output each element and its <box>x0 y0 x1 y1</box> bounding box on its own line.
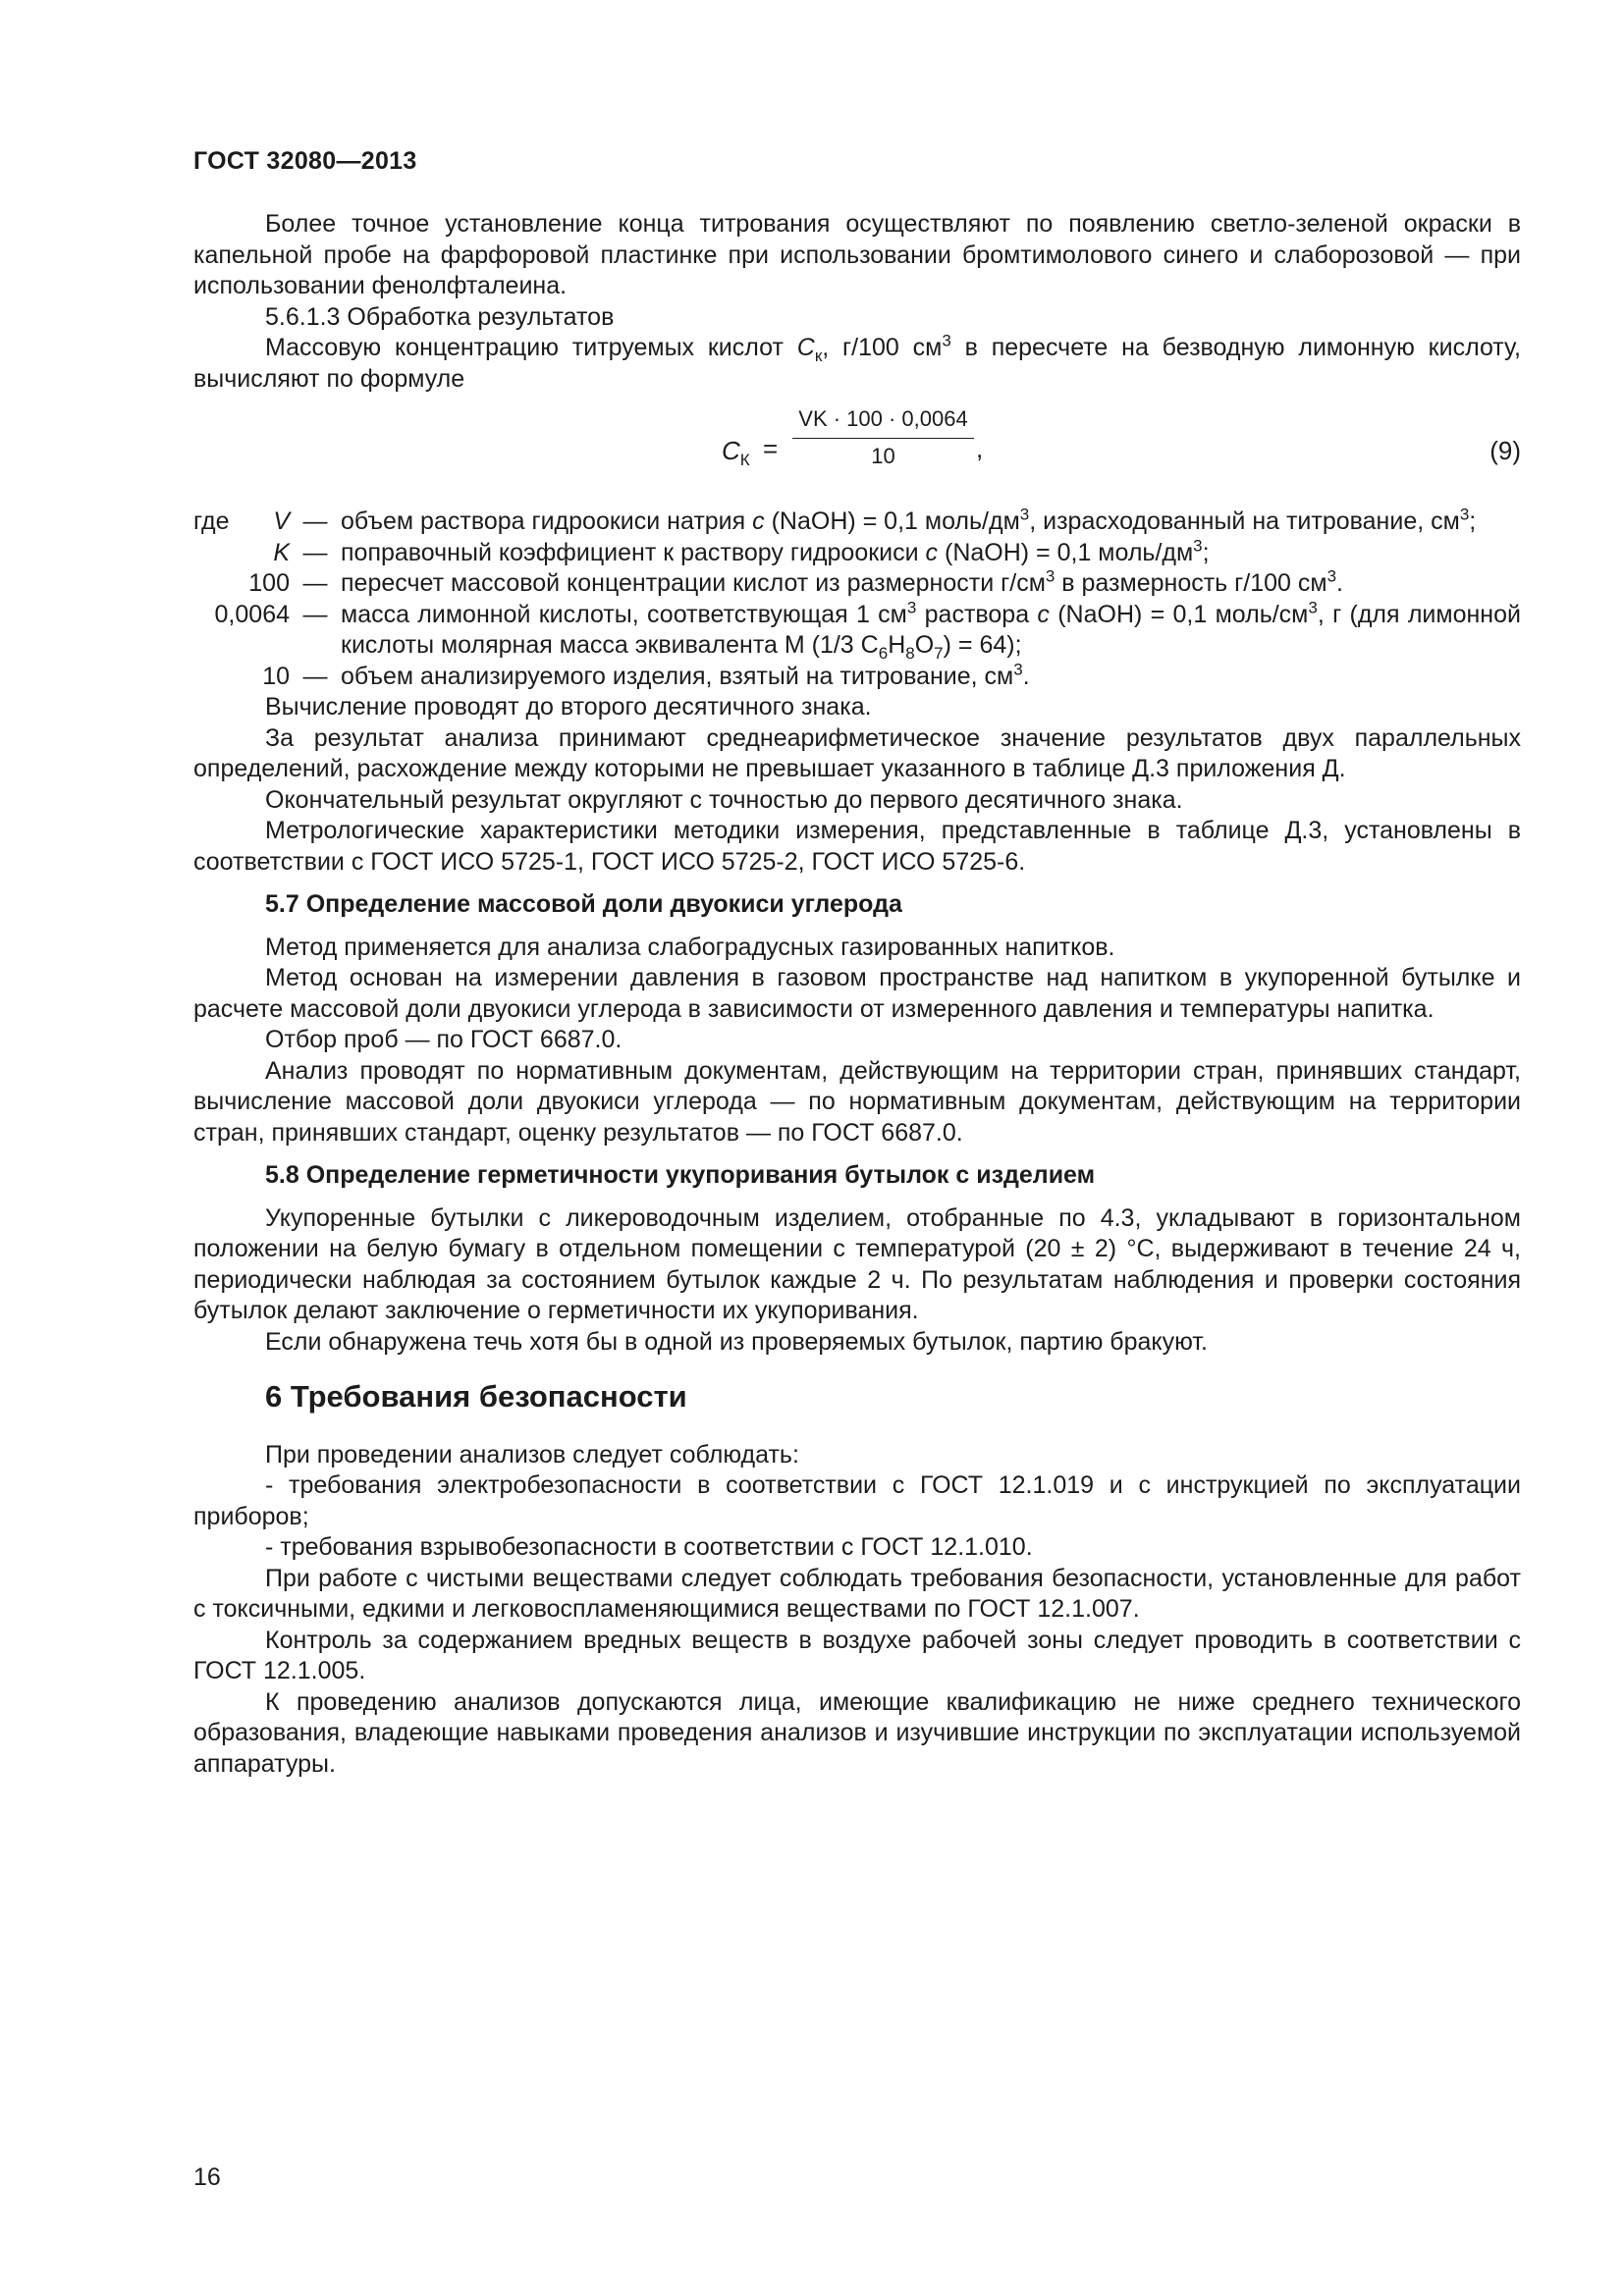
section-heading-6: 6 Требования безопасности <box>265 1379 687 1414</box>
var-description: объем раствора гидроокиси натрия с (NaOH) = 0,1 моль/$дм^3$, израсходованный на титрование, $см^3$; <box>341 505 1477 535</box>
paragraph: Вычисление проводят до второго десятичного знака. <box>265 693 872 721</box>
var-symbol: K <box>273 538 290 566</box>
paragraph: К проведению анализов допускаются лица, имеющие квалификацию не ниже среднего технического образования, владеющие навыками проведения анализов и изучившие инструкции по эксплуатации используемой аппаратуры. <box>193 1687 1521 1778</box>
variable-definition-0-0064 <box>193 600 1521 662</box>
paragraph: Анализ проводят по нормативным документам, действующим на территории стран, принявших стандарт, вычисление массовой доли двуокиси углерода — по нормативным документам, действующим на территории стран, принявших стандарт, оценку результатов — по ГОСТ 6687.0. <box>193 1056 1521 1147</box>
var-symbol: 0,0064 <box>214 600 290 628</box>
var-description: объем анализируемого изделия, взятый на титрование, $см^3$. <box>341 660 1030 690</box>
paragraph: При работе с чистыми веществами следует соблюдать требования безопасности, установленные для работ с токсичными, едкими и легковоспламеняющимися веществами по ГОСТ 12.1.007. <box>193 1564 1521 1623</box>
body-text <box>193 209 1521 1780</box>
var-dash: — <box>302 662 328 690</box>
subsection-heading: 5.6.1.3 Обработка результатов <box>265 302 615 331</box>
variable-definition-100 <box>193 568 1521 600</box>
var-symbol: 100 <box>248 569 290 597</box>
paragraph: Окончательный результат округляют с точностью до первого десятичного знака. <box>265 785 1183 814</box>
var-dash: — <box>302 569 328 597</box>
formula-number: (9) <box>1489 436 1521 465</box>
paragraph: Более точное установление конца титрования осуществляют по появлению светло-зеленой окраски в капельной пробе на фарфоровой пластинке при использовании бромтимолового синего и слаборозовой — при использовании фенолфталеина. <box>193 210 1521 299</box>
paragraph: При проведении анализов следует соблюдать: <box>265 1440 799 1468</box>
page-number: 16 <box>193 2163 221 2191</box>
paragraph: Контроль за содержанием вредных веществ в воздухе рабочей зоны следует проводить в соответствии с ГОСТ 12.1.005. <box>193 1626 1521 1684</box>
var-description: поправочный коэффициент к раствору гидроокиси с (NaOH) = 0,1 моль/$дм^3$; <box>341 536 1210 566</box>
paragraph: Если обнаружена течь хотя бы в одной из проверяемых бутылок, партию бракуют. <box>265 1327 1208 1356</box>
var-dash: — <box>302 507 328 535</box>
variable-definition-k <box>193 538 1521 569</box>
paragraph: Отбор проб — по ГОСТ 6687.0. <box>265 1026 623 1053</box>
formula-numerator: VK · 100 · 0,0064 <box>798 406 968 431</box>
variable-definition-v <box>193 507 1521 538</box>
var-symbol: 10 <box>262 662 290 690</box>
section-heading-5-7: 5.7 Определение массовой доли двуокиси углерода <box>265 890 902 918</box>
formula-denominator: 10 <box>871 444 895 468</box>
paragraph: Массовую концентрацию титруемых кислот $C_к$, г/100 $см^3$ в пересчете на безводную лимонную кислоту, вычисляют по формуле <box>193 331 1521 393</box>
var-symbol: V <box>273 507 290 535</box>
var-description: пересчет массовой концентрации кислот из размерности $г/см^3$ в размерность г/100 $см^3$. <box>341 566 1343 597</box>
var-dash: — <box>302 538 328 566</box>
formula-9 <box>193 404 1521 503</box>
paragraph: Укупоренные бутылки с ликероводочным изделием, отобранные по 4.3, укладывают в горизонтальном положении на белую бумагу в отдельном помещении с температурой (20 ± 2) °С, выдерживают в течение 24 ч, периодически наблюдая за состоянием бутылок каждые 2 ч. По результатам наблюдения и проверки состояния бутылок делают заключение о герметичности их укупоривания. <box>193 1203 1521 1324</box>
paragraph: Метод основан на измерении давления в газовом пространстве над напитком в укупоренной бутылке и расчете массовой доли двуокиси углерода в зависимости от измеренного давления и температуры напитка. <box>193 964 1521 1023</box>
list-item: - требования взрывобезопасности в соответствии с ГОСТ 12.1.010. <box>265 1533 1033 1561</box>
fraction-bar <box>792 438 974 439</box>
variable-definition-10 <box>193 662 1521 693</box>
formula-fraction <box>792 404 974 471</box>
formula-comma: , <box>976 434 984 463</box>
paragraph: Метод применяется для анализа слабоградусных газированных напитков. <box>265 933 1115 961</box>
list-item: - требования электробезопасности в соответствии с ГОСТ 12.1.019 и с инструкцией по эксплуатации приборов; <box>193 1471 1521 1530</box>
standard-id: ГОСТ 32080—2013 <box>193 147 417 175</box>
paragraph: Метрологические характеристики методики измерения, представленные в таблице Д.3, установлены в соответствии с ГОСТ ИСО 5725-1, ГОСТ ИСО 5725-2, ГОСТ ИСО 5725-6. <box>193 817 1521 876</box>
formula-lhs: $C_К$ <box>722 436 750 470</box>
paragraph: За результат анализа принимают среднеарифметическое значение результатов двух параллельных определений, расхождение между которыми не превышает указанного в таблице Д.3 приложения Д. <box>193 723 1521 782</box>
formula-equals: = <box>763 434 779 463</box>
var-description: масса лимонной кислоты, соответствующая 1 $см^3$ раствора с (NaOH) = 0,1 моль/$см^3$, г (для лимонной кислоты молярная масса эквивалента М (1/3 $С_6Н_8О_7) = 64$); <box>341 598 1521 663</box>
where-word: где <box>193 507 230 535</box>
var-dash: — <box>302 600 328 628</box>
section-heading-5-8: 5.8 Определение герметичности укупоривания бутылок с изделием <box>265 1161 1096 1189</box>
